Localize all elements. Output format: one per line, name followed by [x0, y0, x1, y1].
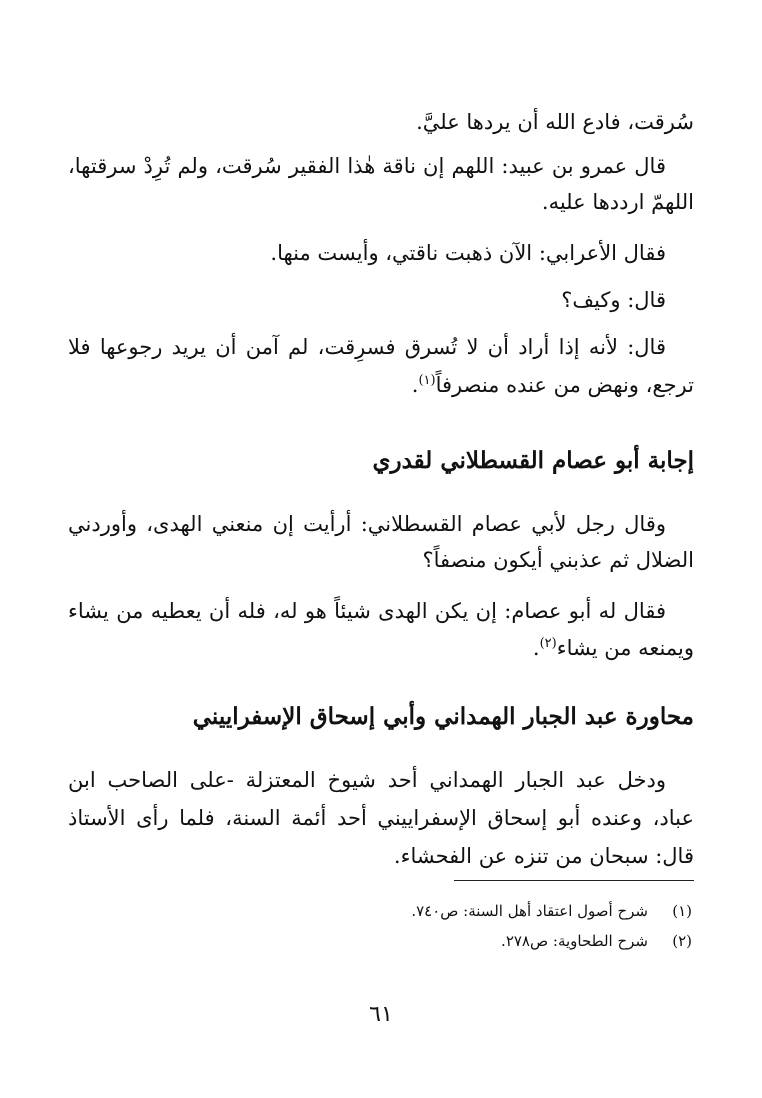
footnote-2-text: شرح الطحاوية: ص٢٧٨.	[501, 932, 648, 950]
text-line-4: فقال الأعرابي: الآن ذهبت ناقتي، وأيست منها.	[270, 241, 666, 265]
footnote-1	[72, 900, 692, 922]
text-line-10: فقال له أبو عصام: إن يكن الهدى شيئاً هو له، فله أن يعطيه من يشاء	[68, 599, 666, 623]
footnote-2	[72, 930, 692, 952]
section-heading-1: إجابة أبو عصام القسطلاني لقدري	[372, 447, 694, 474]
footnote-1-number: (١)	[672, 902, 692, 920]
text-line-12: ودخل عبد الجبار الهمداني أحد شيوخ المعتزلة -على الصاحب ابن	[68, 768, 666, 792]
text-line-5: قال: وكيف؟	[561, 288, 666, 312]
text-line-7	[68, 369, 694, 401]
section-heading-2: محاورة عبد الجبار الهمداني وأبي إسحاق الإسفراييني	[192, 703, 694, 730]
footnote-marker-2: (٢)	[539, 636, 557, 651]
line-7-period: .	[411, 373, 419, 397]
text-line-11-body: ويمنعه من يشاء	[556, 636, 694, 660]
text-line-9: الضلال ثم عذبني أيكون منصفاً؟	[422, 548, 694, 572]
footnote-marker-1: (١)	[418, 373, 436, 388]
text-line-2: قال عمرو بن عبيد: اللهم إن ناقة هٰذا الفقير سُرقت، ولم تُرِدْ سرقتها،	[68, 154, 666, 178]
text-line-3: اللهمّ ارددها عليه.	[541, 190, 694, 214]
page-number: ٦١	[369, 1002, 393, 1027]
footnote-1-text: شرح أصول اعتقاد أهل السنة: ص٧٤٠.	[411, 902, 648, 920]
text-line-8: وقال رجل لأبي عصام القسطلاني: أرأيت إن منعني الهدى، وأوردني	[68, 512, 666, 536]
text-line-1: سُرقت، فادع الله أن يردها عليَّ.	[416, 110, 694, 134]
footnote-2-number: (٢)	[672, 932, 692, 950]
text-line-14: قال: سبحان من تنزه عن الفحشاء.	[393, 844, 694, 868]
line-11-period: .	[532, 636, 540, 660]
footnote-divider	[454, 880, 694, 881]
text-line-11	[68, 632, 694, 664]
text-line-6: قال: لأنه إذا أراد أن لا تُسرق فسرِقت، لم آمن أن يريد رجوعها فلا	[68, 335, 666, 359]
text-line-13: عباد، وعنده أبو إسحاق الإسفراييني أحد أئمة السنة، فلما رأى الأستاذ	[68, 806, 694, 830]
text-line-7-body: ترجع، ونهض من عنده منصرفاً	[435, 373, 694, 397]
